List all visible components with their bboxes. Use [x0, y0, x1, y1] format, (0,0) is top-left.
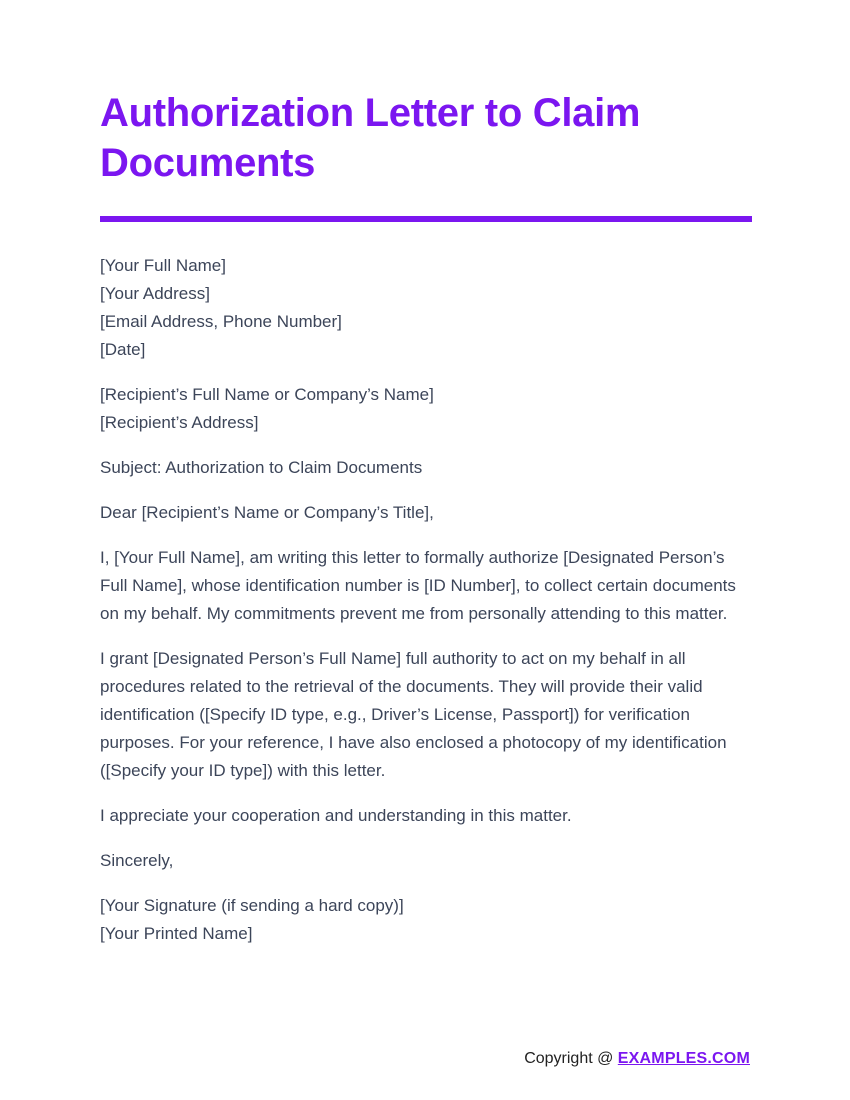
page-title: Authorization Letter to Claim Documents	[100, 91, 641, 185]
examples-com-link[interactable]: EXAMPLES.COM	[617, 1050, 750, 1067]
signature-line: [Your Signature (if sending a hard copy)]	[100, 896, 404, 915]
sender-address: [Your Address]	[100, 284, 210, 303]
letter-date: [Date]	[100, 340, 146, 359]
page-footer	[100, 1048, 750, 1070]
copyright-text: Copyright @	[524, 1050, 618, 1067]
sender-full-name: [Your Full Name]	[100, 256, 226, 275]
closing-line: Sincerely,	[100, 851, 174, 870]
sender-block	[100, 252, 752, 364]
sender-contact: [Email Address, Phone Number]	[100, 312, 342, 331]
letter-body	[100, 252, 752, 948]
printed-name-line: [Your Printed Name]	[100, 924, 253, 943]
title-divider	[100, 216, 752, 222]
salutation-line: Dear [Recipient’s Name or Company’s Title],	[100, 503, 434, 522]
body-paragraph-1: I, [Your Full Name], am writing this letter to formally authorize [Designated Person’s Full Name], whose identification number is [ID Number], to collect certain documents on my behalf. My commitments prevent me from personally attending to this matter.	[100, 548, 736, 623]
recipient-name: [Recipient’s Full Name or Company’s Name]	[100, 385, 434, 404]
subject-line: Subject: Authorization to Claim Documents	[100, 458, 423, 477]
body-paragraph-2: I grant [Designated Person’s Full Name] full authority to act on my behalf in all procedures related to the retrieval of the documents. They will provide their valid identification ([Specify ID type, e.g., Driver’s License, Passport]) for verification purposes. For your reference, I have also enclosed a photocopy of my identification ([Specify your ID type]) with this letter.	[100, 649, 727, 780]
recipient-block	[100, 381, 752, 437]
signature-block	[100, 892, 752, 948]
body-paragraph-3: I appreciate your cooperation and understanding in this matter.	[100, 806, 572, 825]
recipient-address: [Recipient’s Address]	[100, 413, 259, 432]
